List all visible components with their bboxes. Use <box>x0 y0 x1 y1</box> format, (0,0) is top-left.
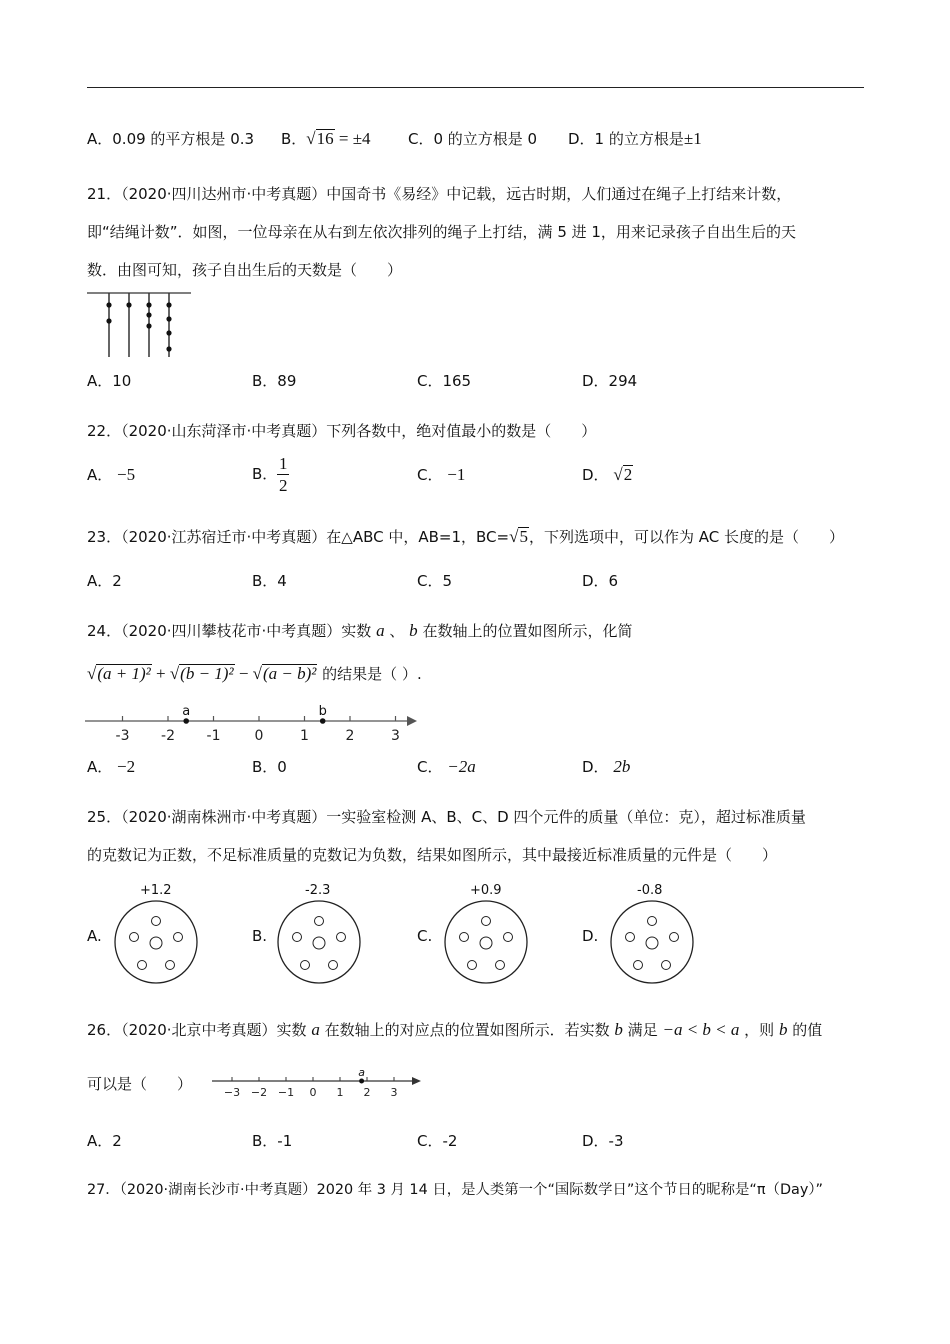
sqrt-radicand: (b − 1)² <box>180 664 234 683</box>
axis-tick-label: 2 <box>363 1086 371 1099</box>
axis-tick-label: 3 <box>391 728 400 744</box>
q26-option-b: B．-1 <box>252 1132 293 1150</box>
q22-option-c: C． −1 <box>417 465 466 484</box>
axis-point <box>320 718 326 724</box>
fraction: $\frac{1}{2}$ <box>279 454 288 495</box>
q20-option-d: D．1 的立方根是±1 <box>568 129 702 148</box>
axis-point-label: a <box>358 1066 365 1079</box>
q22-text: 22．（2020·山东菏泽市·中考真题）下列各数中，绝对值最小的数是（ ） <box>87 422 597 440</box>
q26-option-d: D．-3 <box>582 1132 624 1150</box>
q25-value-a: +1.2 <box>140 883 172 898</box>
axis-tick-label: −1 <box>277 1086 295 1099</box>
q24-option-d: D． 2b <box>582 757 631 776</box>
axis-point-label: a <box>182 704 191 719</box>
q23-option-d: D．6 <box>582 572 619 590</box>
q20-option-c: C．0 的立方根是 0 <box>408 130 538 148</box>
q23-text: 23．（2020·江苏宿迁市·中考真题）在△ABC 中，AB=1，BC=√5，下列选项中，可以作为 AC 长度的是（ ） <box>87 527 844 546</box>
axis-tick-label: 1 <box>300 728 309 744</box>
q25-option-b-label: B. <box>252 927 268 945</box>
q25-line-1: 25．（2020·湖南株洲市·中考真题）一实验室检测 A、B、C、D 四个元件的质量（单位：克），超过标准质量 <box>87 808 806 826</box>
sqrt-radicand: (a + 1)² <box>97 664 151 683</box>
axis-tick-label: 2 <box>345 728 355 744</box>
q26-number-line <box>212 1064 424 1100</box>
axis-point-label: b <box>318 704 327 719</box>
q23-option-a: A．2 <box>87 572 122 590</box>
q20-option-b: B．√16 = ±4 <box>281 129 371 148</box>
q26-text: 26．（2020·北京中考真题）实数 a 在数轴上的对应点的位置如图所示．若实数 b 满足 −a < b < a ，则 b 的值 <box>87 1020 823 1039</box>
q25-value-b: -2.3 <box>305 883 331 898</box>
q22-option-a: A． −5 <box>87 465 136 484</box>
axis-tick-label: -1 <box>206 728 221 744</box>
q21-line-3: 数．由图可知，孩子自出生后的天数是（ ） <box>87 261 403 279</box>
knot-ropes-figure <box>85 289 195 359</box>
q23-option-b: B．4 <box>252 572 287 590</box>
q26-option-c: C．-2 <box>417 1132 458 1150</box>
q25-option-d-label: D. <box>582 927 599 945</box>
q25-option-c-label: C. <box>417 927 433 945</box>
q20-option-a: A．0.09 的平方根是 0.3 <box>87 130 255 148</box>
q24-number-line <box>85 700 420 746</box>
axis-tick-label: −2 <box>250 1086 268 1099</box>
q22-option-b: B． $\frac{1}{2}$ <box>252 454 288 495</box>
axis-point <box>359 1079 364 1084</box>
axis-tick-label: 1 <box>336 1086 344 1099</box>
q21-option-b: B．89 <box>252 372 297 390</box>
sqrt-radicand: 16 <box>316 129 334 148</box>
q21-line-2: 即“结绳计数”．如图，一位母亲在从右到左依次排列的绳子上打结，满 5 进 1，用来记录孩子自出生后的天 <box>87 223 796 241</box>
q24-option-c: C． −2a <box>417 757 476 776</box>
q24-option-a: A． −2 <box>87 757 136 776</box>
axis-tick-label: 0 <box>254 728 264 744</box>
q26-option-a: A．2 <box>87 1132 122 1150</box>
q21-option-c: C．165 <box>417 372 472 390</box>
sqrt-radicand: 2 <box>623 465 633 484</box>
q25-value-d: -0.8 <box>637 883 663 898</box>
q25-option-a-label: A. <box>87 927 102 945</box>
sqrt-radicand: 5 <box>519 527 528 546</box>
q24-text: 24．（2020·四川攀枝花市·中考真题）实数 a 、 b 在数轴上的位置如图所示，化简 <box>87 621 633 640</box>
axis-tick-label: -3 <box>115 728 130 744</box>
q21-line-1: 21．（2020·四川达州市·中考真题）中国奇书《易经》中记载，远古时期，人们通过在绳子上打结来计数， <box>87 185 792 203</box>
q25-value-c: +0.9 <box>470 883 502 898</box>
axis-point <box>183 718 189 724</box>
axis-tick-label: -2 <box>161 728 175 744</box>
component-a-disc <box>113 899 199 985</box>
component-b-disc <box>276 899 362 985</box>
q24-expression: √(a + 1)² + √(b − 1)² − √(a − b)² 的结果是（ ）. <box>87 664 422 683</box>
q27-text: 27．（2020·湖南长沙市·中考真题）2020 年 3 月 14 日，是人类第一个“国际数学日”这个节日的昵称是“π（Day）” <box>87 1182 824 1198</box>
axis-tick-label: 0 <box>309 1086 317 1099</box>
q21-option-d: D．294 <box>582 372 638 390</box>
header-rule <box>87 87 864 88</box>
q26-line-2: 可以是（ ） <box>87 1075 193 1093</box>
axis-tick-label: −3 <box>223 1086 241 1099</box>
q24-option-b: B．0 <box>252 758 287 776</box>
component-d-disc <box>609 899 695 985</box>
q23-option-c: C．5 <box>417 572 453 590</box>
q21-option-a: A．10 <box>87 372 132 390</box>
sqrt-radicand: (a − b)² <box>263 664 317 683</box>
component-c-disc <box>443 899 529 985</box>
q22-option-d: D． √2 <box>582 465 633 484</box>
q25-line-2: 的克数记为正数，不足标准质量的克数记为负数，结果如图所示，其中最接近标准质量的元件是（ ） <box>87 846 778 864</box>
axis-tick-label: 3 <box>390 1086 398 1099</box>
